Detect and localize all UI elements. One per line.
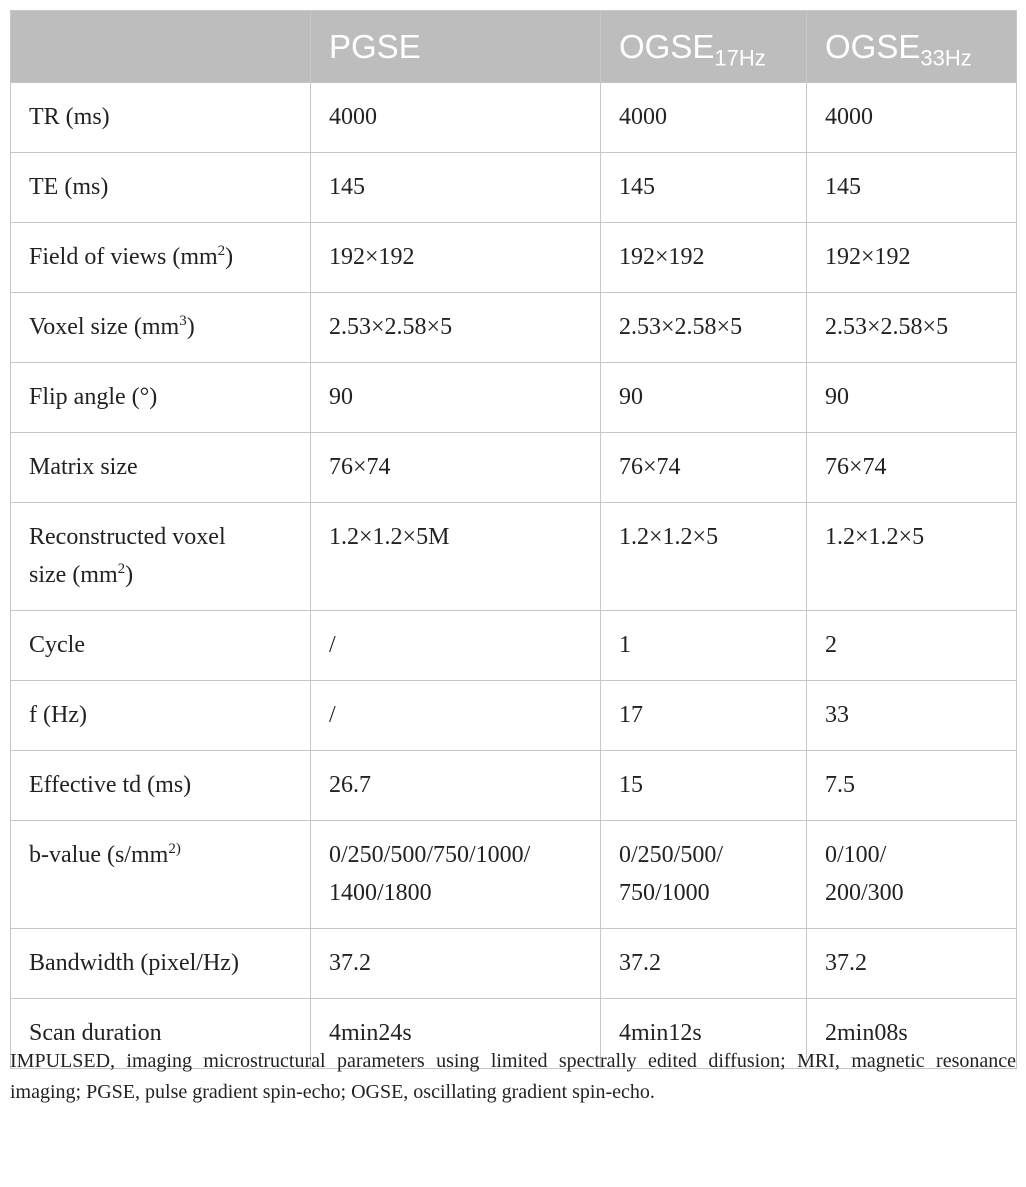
ogse17-cell: 1.2×1.2×5	[601, 503, 807, 611]
ogse33-cell: 0/100/ 200/300	[807, 821, 1017, 929]
ogse17-cell: 145	[601, 153, 807, 223]
table-row	[11, 433, 1017, 503]
ogse33-cell: 7.5	[807, 751, 1017, 821]
table-row	[11, 751, 1017, 821]
ogse17-cell: 37.2	[601, 929, 807, 999]
param-cell: Scan duration	[11, 999, 311, 1069]
pgse-cell: /	[311, 611, 601, 681]
table-header-row	[11, 11, 1017, 83]
table-row	[11, 611, 1017, 681]
param-cell: Voxel size $(mm^3)$	[11, 293, 311, 363]
pgse-cell: 0/250/500/750/1000/ 1400/1800	[311, 821, 601, 929]
param-cell: Field of views $(mm^2)$	[11, 223, 311, 293]
header-empty-cell	[11, 11, 311, 83]
ogse33-cell: 1.2×1.2×5	[807, 503, 1017, 611]
ogse33-cell: 192×192	[807, 223, 1017, 293]
table-row	[11, 681, 1017, 751]
ogse33-cell: 2	[807, 611, 1017, 681]
pgse-cell: 145	[311, 153, 601, 223]
ogse17-cell: 0/250/500/ 750/1000	[601, 821, 807, 929]
param-cell: Bandwidth (pixel/Hz)	[11, 929, 311, 999]
parameters-table	[10, 10, 1017, 1069]
table-row	[11, 83, 1017, 153]
table-row	[11, 821, 1017, 929]
pgse-cell: 4000	[311, 83, 601, 153]
ogse17-cell: 192×192	[601, 223, 807, 293]
param-cell: Reconstructed voxel size $(mm^2)$	[11, 503, 311, 611]
param-cell: b-value ($s/mm^{2)}$	[11, 821, 311, 929]
ogse33-cell: 145	[807, 153, 1017, 223]
table-row	[11, 503, 1017, 611]
table-row	[11, 153, 1017, 223]
header-ogse-33hz: $OGSE_{33Hz}$	[807, 11, 1017, 83]
ogse17-cell: 2.53×2.58×5	[601, 293, 807, 363]
ogse33-cell: 90	[807, 363, 1017, 433]
ogse33-cell: 2.53×2.58×5	[807, 293, 1017, 363]
param-cell: f (Hz)	[11, 681, 311, 751]
table-row	[11, 293, 1017, 363]
ogse33-cell: 2min08s	[807, 999, 1017, 1069]
ogse17-cell: 1	[601, 611, 807, 681]
ogse33-cell: 37.2	[807, 929, 1017, 999]
ogse17-cell: 90	[601, 363, 807, 433]
pgse-cell: 192×192	[311, 223, 601, 293]
table-row	[11, 929, 1017, 999]
table-row	[11, 363, 1017, 433]
ogse17-cell: 4000	[601, 83, 807, 153]
pgse-cell: /	[311, 681, 601, 751]
ogse33-cell: 33	[807, 681, 1017, 751]
param-cell: Effective td (ms)	[11, 751, 311, 821]
param-cell: Matrix size	[11, 433, 311, 503]
param-cell: Cycle	[11, 611, 311, 681]
param-cell: Flip angle (°)	[11, 363, 311, 433]
param-cell: TE (ms)	[11, 153, 311, 223]
pgse-cell: 4min24s	[311, 999, 601, 1069]
ogse33-cell: 4000	[807, 83, 1017, 153]
pgse-cell: 90	[311, 363, 601, 433]
ogse17-cell: 17	[601, 681, 807, 751]
header-pgse: PGSE	[311, 11, 601, 83]
pgse-cell: 1.2×1.2×5M	[311, 503, 601, 611]
header-ogse-17hz: $OGSE_{17Hz}$	[601, 11, 807, 83]
pgse-cell: 37.2	[311, 929, 601, 999]
param-cell: TR (ms)	[11, 83, 311, 153]
ogse17-cell: 76×74	[601, 433, 807, 503]
table-footnote: IMPULSED, imaging microstructural parameters using limited spectrally edited diffusion; MRI, magnetic resonance imaging; PGSE, pulse gradient spin-echo; OGSE, oscillating gradient spin-echo.	[10, 1050, 1016, 1103]
pgse-cell: 76×74	[311, 433, 601, 503]
ogse17-cell: 4min12s	[601, 999, 807, 1069]
ogse33-cell: 76×74	[807, 433, 1017, 503]
table-row	[11, 223, 1017, 293]
pgse-cell: 2.53×2.58×5	[311, 293, 601, 363]
pgse-cell: 26.7	[311, 751, 601, 821]
ogse17-cell: 15	[601, 751, 807, 821]
